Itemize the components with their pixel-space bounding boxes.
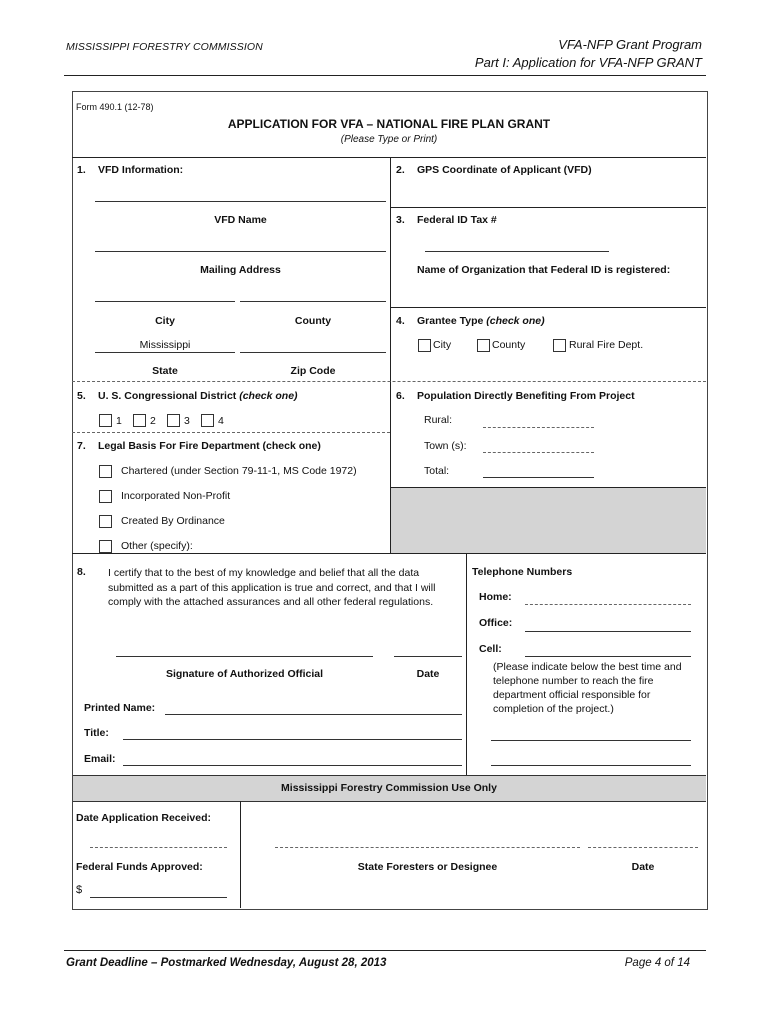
agency-name: MISSISSIPPI FORESTRY COMMISSION — [66, 41, 263, 53]
signature-label: Signature of Authorized Official — [165, 668, 324, 680]
sec8-top-rule — [72, 553, 706, 554]
grantee-city-label: City — [433, 339, 452, 351]
cell-phone-label: Cell: — [479, 643, 502, 655]
funds-approved-field[interactable] — [90, 897, 227, 898]
sec7-num: 7. — [77, 440, 86, 452]
other-checkbox[interactable] — [99, 540, 112, 553]
sec1-num: 1. — [77, 164, 86, 176]
title-field[interactable] — [123, 739, 462, 740]
chartered-checkbox[interactable] — [99, 465, 112, 478]
mailing-address-label: Mailing Address — [200, 264, 281, 276]
state-field[interactable] — [95, 352, 235, 353]
footer-rule — [64, 950, 706, 951]
office-use-title: Mississippi Forestry Commission Use Only — [281, 782, 497, 794]
header-rule — [64, 75, 706, 76]
phone-note-line-4: completion of the project.) — [493, 703, 614, 715]
foresters-date-label: Date — [631, 861, 655, 873]
form-subtitle: (Please Type or Print) — [340, 134, 438, 145]
grantee-rural-label: Rural Fire Dept. — [569, 339, 644, 351]
office-phone-label: Office: — [479, 617, 513, 629]
sec5-title — [98, 390, 298, 402]
district-1-checkbox[interactable] — [99, 414, 112, 427]
grantee-county-checkbox[interactable] — [477, 339, 490, 352]
printed-name-label: Printed Name: — [84, 702, 156, 714]
signature-date-field[interactable] — [394, 656, 462, 657]
foresters-date-field[interactable] — [588, 847, 698, 848]
sec5-title-text: U. S. Congressional District — [98, 390, 240, 402]
sec5-dashed-rule — [72, 432, 390, 433]
foresters-label: State Foresters or Designee — [357, 861, 498, 873]
county-label: County — [294, 315, 332, 327]
cell-phone-field[interactable] — [525, 656, 691, 657]
sec8-divider — [466, 553, 467, 775]
town-label: Town (s): — [424, 440, 467, 452]
grantee-rural-checkbox[interactable] — [553, 339, 566, 352]
district-4-checkbox[interactable] — [201, 414, 214, 427]
sec4-title — [417, 315, 545, 327]
grant-deadline: Grant Deadline – Postmarked Wednesday, August 28, 2013 — [66, 957, 387, 969]
rural-label: Rural: — [424, 414, 453, 426]
cert-line-1: I certify that to the best of my knowledge and belief that all the data — [108, 567, 420, 579]
printed-name-field[interactable] — [165, 714, 462, 715]
sec5-hint: (check one) — [239, 390, 298, 402]
row1-dashed-rule — [72, 381, 706, 382]
home-phone-field[interactable] — [525, 604, 691, 605]
ordinance-label: Created By Ordinance — [121, 515, 225, 527]
federal-id-field[interactable] — [425, 251, 609, 252]
page-number: Page 4 of 14 — [624, 957, 690, 969]
vfd-name-label: VFD Name — [214, 214, 267, 226]
phone-note-line-1: (Please indicate below the best time and — [493, 661, 682, 673]
org-name-label: Name of Organization that Federal ID is registered: — [417, 264, 671, 276]
zip-label: Zip Code — [290, 365, 336, 377]
district-2-checkbox[interactable] — [133, 414, 146, 427]
sec4-num: 4. — [396, 315, 405, 327]
state-label: State — [152, 365, 178, 377]
foresters-signature-field[interactable] — [275, 847, 580, 848]
sec2-title: GPS Coordinate of Applicant (VFD) — [417, 164, 592, 176]
phone-note-line-2: telephone number to reach the fire — [493, 675, 654, 687]
best-time-field-1[interactable] — [491, 740, 691, 741]
sec4-title-text: Grantee Type — [417, 315, 487, 327]
best-time-field-2[interactable] — [491, 765, 691, 766]
cert-line-2: submitted as a part of this application is true and correct, and that I will — [108, 581, 436, 594]
district-2-label: 2 — [150, 415, 156, 427]
vfd-name-field[interactable] — [95, 201, 386, 202]
email-field[interactable] — [123, 765, 462, 766]
grid-top-rule — [72, 157, 706, 158]
nonprofit-checkbox[interactable] — [99, 490, 112, 503]
email-label: Email: — [84, 753, 116, 765]
sec3-title: Federal ID Tax # — [417, 214, 497, 226]
office-use-divider — [240, 801, 241, 908]
signature-field[interactable] — [116, 656, 373, 657]
office-phone-field[interactable] — [525, 631, 691, 632]
other-label: Other (specify): — [121, 540, 193, 552]
shaded-area — [391, 488, 706, 553]
sec2-num: 2. — [396, 164, 405, 176]
funds-approved-label: Federal Funds Approved: — [76, 861, 203, 873]
cert-line-3: comply with the attached assurances and all other federal regulations. — [108, 596, 434, 608]
town-field[interactable] — [483, 452, 594, 453]
part-title: Part I: Application for VFA-NFP GRANT — [474, 55, 702, 70]
nonprofit-label: Incorporated Non-Profit — [121, 490, 231, 502]
date-received-field[interactable] — [90, 847, 227, 848]
zip-field[interactable] — [240, 352, 386, 353]
state-value: Mississippi — [139, 339, 191, 351]
certification-text — [108, 566, 435, 610]
ordinance-checkbox[interactable] — [99, 515, 112, 528]
city-label: City — [155, 315, 175, 327]
phone-note-line-3: department official responsible for — [493, 689, 651, 701]
sec3-num: 3. — [396, 214, 405, 226]
district-4-label: 4 — [218, 415, 224, 427]
sec3-rule — [390, 307, 706, 308]
total-field[interactable] — [483, 477, 594, 478]
sec6-num: 6. — [396, 390, 405, 402]
county-field[interactable] — [240, 301, 386, 302]
phone-note — [493, 660, 682, 716]
sec8-num: 8. — [77, 566, 86, 578]
home-phone-label: Home: — [479, 591, 512, 603]
title-label: Title: — [84, 727, 109, 739]
sec4-hint: (check one) — [486, 315, 545, 327]
district-1-label: 1 — [116, 415, 122, 427]
grantee-city-checkbox[interactable] — [418, 339, 431, 352]
dollar-sign: $ — [76, 884, 83, 896]
total-label: Total: — [424, 465, 450, 477]
chartered-label: Chartered (under Section 79-11-1, MS Code 1972) — [121, 465, 357, 477]
sec6-title: Population Directly Benefiting From Project — [417, 390, 635, 402]
phones-title: Telephone Numbers — [472, 566, 573, 578]
district-3-label: 3 — [184, 415, 190, 427]
form-number: Form 490.1 (12-78) — [76, 102, 154, 112]
form-title: APPLICATION FOR VFA – NATIONAL FIRE PLAN GRANT — [227, 117, 551, 131]
rural-field[interactable] — [483, 427, 594, 428]
sec7-title: Legal Basis For Fire Department (check one) — [98, 440, 321, 452]
signature-date-label: Date — [416, 668, 440, 680]
program-title: VFA-NFP Grant Program — [558, 37, 702, 52]
date-received-label: Date Application Received: — [76, 812, 211, 824]
sec5-num: 5. — [77, 390, 86, 402]
sec1-title: VFD Information: — [98, 164, 184, 176]
city-field[interactable] — [95, 301, 235, 302]
mailing-address-field[interactable] — [95, 251, 386, 252]
sec2-rule — [390, 207, 706, 208]
district-3-checkbox[interactable] — [167, 414, 180, 427]
grantee-county-label: County — [492, 339, 526, 351]
